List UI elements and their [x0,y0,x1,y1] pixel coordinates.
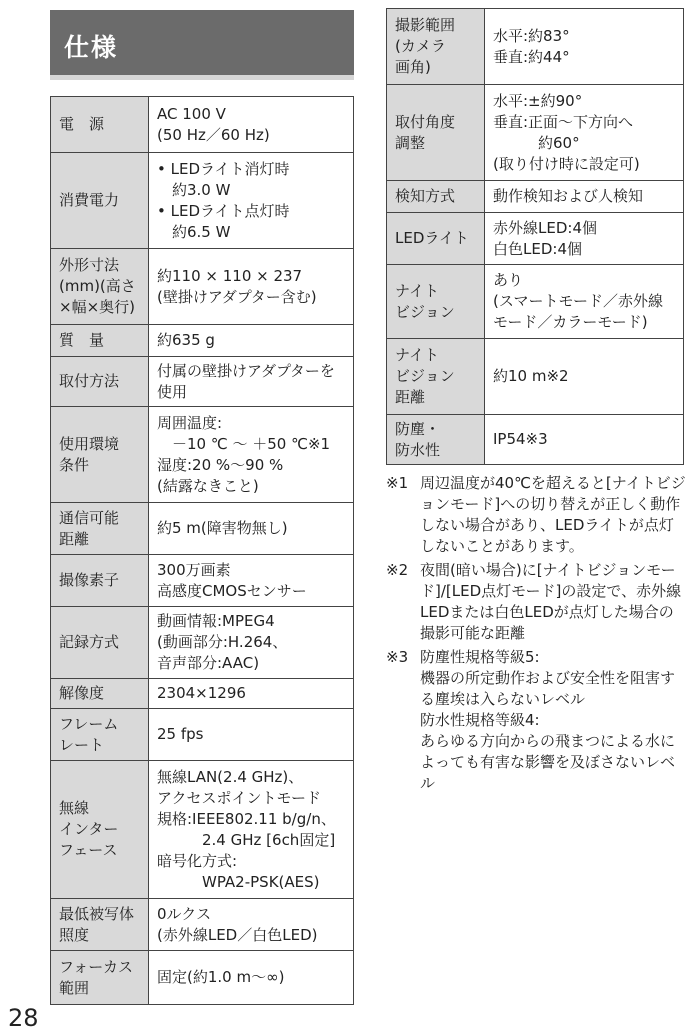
spec-value: 無線LAN(2.4 GHz)、 アクセスポイントモード 規格:IEEE802.11 b/g/n、 2.4 GHz [6ch固定] 暗号化方式: WPA2-PSK(AES) [149,761,354,899]
spec-label: フォーカス 範囲 [51,951,149,1005]
spec-value: 約635 g [149,325,354,357]
footnote-text: 夜間(暗い場合)に[ナイトビジョンモード]/[LED点灯モード]の設定で、赤外線LEDまたは白色LEDが点灯した場合の撮影可能な距離 [420,561,682,642]
spec-value: 25 fps [149,709,354,761]
footnote-mark: ※3 [386,648,409,666]
footnote-1 [386,473,688,557]
spec-value: 300万画素 高感度CMOSセンサー [149,555,354,607]
spec-label: 最低被写体 照度 [51,899,149,951]
spec-row [51,325,354,357]
spec-label: 外形寸法 (mm)(高さ ×幅×奥行) [51,249,149,325]
spec-label: 防塵・ 防水性 [387,415,485,465]
spec-value: 動作検知および人検知 [485,181,684,213]
spec-label: 解像度 [51,679,149,709]
spec-label: 撮影範囲 (カメラ 画角) [387,9,485,85]
spec-label: 通信可能 距離 [51,503,149,555]
spec-row [51,97,354,153]
spec-row [51,249,354,325]
spec-value: 赤外線LED:4個 白色LED:4個 [485,213,684,265]
spec-row [51,761,354,899]
spec-label: LEDライト [387,213,485,265]
spec-label: 無線 インター フェース [51,761,149,899]
spec-label: 記録方式 [51,607,149,679]
footnote-mark: ※1 [386,474,409,492]
footnotes [386,473,688,797]
spec-row [387,415,684,465]
spec-row [51,555,354,607]
spec-value: あり (スマートモード／赤外線 モード／カラーモード) [485,265,684,339]
spec-row [51,951,354,1005]
footnote-text: 防塵性規格等級5: 機器の所定動作および安全性を阻害する塵埃は入らないレベル 防水性規格等級4: あらゆる方向からの飛まつによる水によっても有害な影響を及ぼさないレベル [420,648,676,792]
spec-value: • LEDライト消灯時 約3.0 W • LEDライト点灯時 約6.5 W [149,153,354,249]
spec-value: 固定(約1.0 m～∞) [149,951,354,1005]
spec-value: 付属の壁掛けアダプターを 使用 [149,357,354,407]
spec-value: 約5 m(障害物無し) [149,503,354,555]
spec-value: AC 100 V (50 Hz／60 Hz) [149,97,354,153]
spec-row [387,339,684,415]
spec-value: 周囲温度: －10 ℃ ～ ＋50 ℃※1 湿度:20 %～90 % (結露なきこと) [149,407,354,503]
section-title: 仕様 [64,33,119,62]
spec-value: IP54※3 [485,415,684,465]
spec-row [51,357,354,407]
spec-value: 約10 m※2 [485,339,684,415]
spec-row [387,85,684,181]
spec-row [51,153,354,249]
spec-label: 取付方法 [51,357,149,407]
spec-row [51,607,354,679]
spec-value: 水平:約83° 垂直:約44° [485,9,684,85]
footnote-3 [386,647,688,794]
footnote-mark: ※2 [386,561,409,579]
spec-row [387,181,684,213]
footnote-2 [386,560,688,644]
spec-label: ナイト ビジョン [387,265,485,339]
footnote-text: 周辺温度が40℃を超えると[ナイトビジョンモード]への切り替えが正しく動作しない場合があり、LEDライトが点灯しないことがあります。 [420,474,686,555]
spec-label: 消費電力 [51,153,149,249]
section-title-bar [50,10,354,80]
spec-row [387,213,684,265]
spec-row [51,709,354,761]
page-number: 28 [8,1004,39,1032]
spec-label: 質 量 [51,325,149,357]
spec-value: 動画情報:MPEG4 (動画部分:H.264、 音声部分:AAC) [149,607,354,679]
spec-table-right [386,8,684,465]
spec-label: 電 源 [51,97,149,153]
spec-row [51,679,354,709]
spec-table-left [50,96,354,1005]
spec-row [387,265,684,339]
spec-label: 撮像素子 [51,555,149,607]
spec-row [51,899,354,951]
spec-value: 約110 × 110 × 237 (壁掛けアダプター含む) [149,249,354,325]
spec-row [387,9,684,85]
spec-row [51,407,354,503]
spec-row [51,503,354,555]
spec-value: 2304×1296 [149,679,354,709]
spec-value: 0ルクス (赤外線LED／白色LED) [149,899,354,951]
spec-label: フレーム レート [51,709,149,761]
spec-label: 取付角度 調整 [387,85,485,181]
spec-label: 使用環境 条件 [51,407,149,503]
spec-label: 検知方式 [387,181,485,213]
spec-value: 水平:±約90° 垂直:正面～下方向へ 約60° (取り付け時に設定可) [485,85,684,181]
spec-label: ナイト ビジョン 距離 [387,339,485,415]
